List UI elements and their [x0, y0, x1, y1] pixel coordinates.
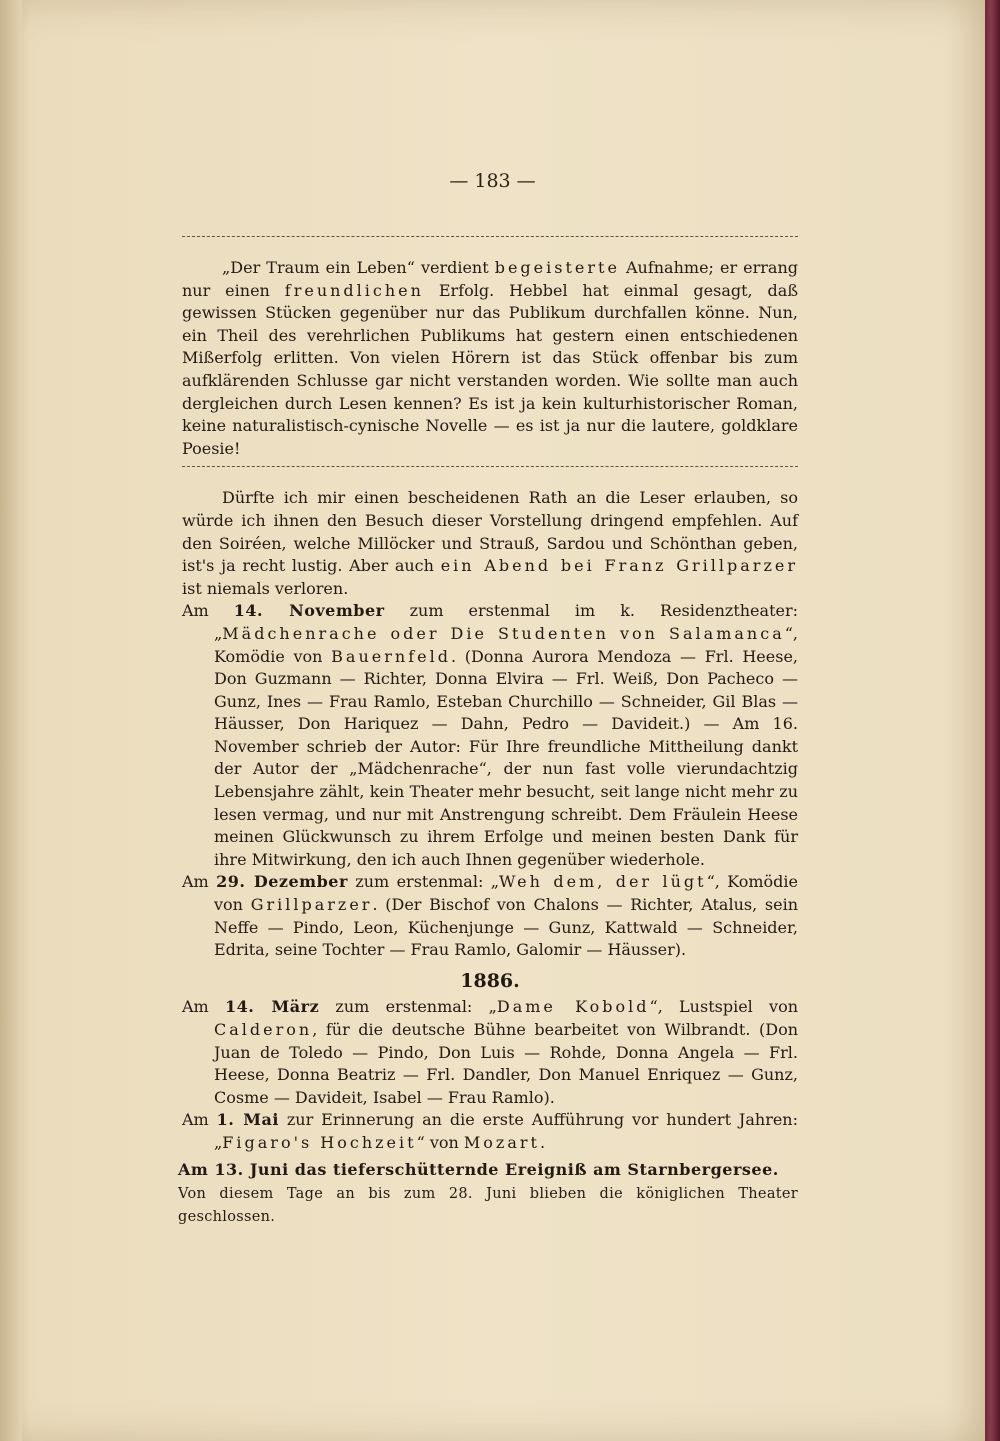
entry-date: 1. Mai	[216, 1110, 279, 1130]
text-run: zum erstenmal: „	[347, 872, 500, 892]
play-author: Bauernfeld	[331, 646, 451, 666]
text-run: “, Komödie von	[214, 872, 799, 915]
text-run: ist niemals verloren.	[182, 578, 349, 598]
closing-note: Von diesem Tage an bis zum 28. Juni blieben die königlichen Theater geschlossen.	[178, 1186, 798, 1225]
spaced-emphasis: ein Abend bei Franz Grillparzer	[440, 556, 799, 576]
text-run: Dürfte ich mir einen bescheidenen Rath an die Leser erlauben, so würde ich ihnen den Besuch dieser Vorstellung dringend empfehlen. Auf den Soiréen, welche Millöcker und Strauß, Sardou und Schönthan geben, ist's ja recht lustig. Aber auch	[182, 488, 798, 576]
entry-date: 14. November	[233, 601, 385, 621]
spaced-emphasis: freundlichen	[284, 280, 424, 300]
performance-entry-november	[182, 600, 798, 871]
performance-entry-december	[182, 871, 798, 961]
entry-date: 14. März	[224, 997, 320, 1017]
text-run: “, Komödie von	[214, 623, 798, 666]
play-title: Weh dem, der lügt	[499, 872, 707, 892]
spaced-emphasis: begeisterte	[494, 258, 620, 277]
page-body	[178, 230, 799, 1228]
text-run: zum erstenmal im k. Residenztheater: „	[214, 601, 799, 643]
entry-prefix: Am	[182, 601, 234, 621]
section-divider	[182, 236, 798, 251]
play-title: Figaro's Hochzeit	[222, 1132, 417, 1152]
page-gutter	[0, 0, 22, 1441]
text-run: zur Erinnerung an die erste Aufführung vor hundert Jahren: „	[214, 1110, 799, 1152]
text-run: Aufnahme; er errang nur einen	[182, 258, 798, 300]
play-author: Grillparzer	[250, 895, 373, 915]
cast-and-notes: . (Donna Aurora Mendoza — Frl. Heese, Don Guzmann — Richter, Donna Elvira — Frl. Weiß, Don Pacheco — Gunz, Ines — Frau Ramlo, Esteban Churchillo — Schneider, Gil Blas — Häusser, Don Hariquez — Dahn, Pedro — Davideit.) — Am 16. November schrieb der Autor: Für Ihre freundliche Mittheilung dankt der Autor der „Mädchenrache“, der nun fast volle vierundachtzig Lebensjahre zählt, kein Theater mehr besucht, seit lange nicht mehr zu lesen vermag, und nur mit Anstrengung schreibt. Dem Fräulein Heese meinen Glückwunsch zu ihrem Erfolge und meinen besten Dank für ihre Mitwirkung, den ich auch Ihnen gegenüber wiederhole.	[214, 646, 799, 869]
text-run: zum erstenmal: „	[319, 997, 497, 1017]
cast-and-notes: . (Der Bischof von Chalons — Richter, Atalus, sein Neffe — Pindo, Leon, Küchenjunge — Gunz, Kattwald — Schneider, Edrita, seine Tochter — Frau Ramlo, Galomir — Häusser).	[214, 895, 799, 960]
text-run: .	[539, 1132, 546, 1152]
recommendation-paragraph	[182, 487, 798, 600]
year-heading: 1886.	[460, 969, 520, 992]
play-author: Calderon	[214, 1020, 313, 1039]
performance-entry-march	[182, 996, 798, 1109]
entry-prefix: Am	[182, 997, 225, 1017]
cast-and-notes: , für die deutsche Bühne bearbeitet von Wilbrandt. (Don Juan de Toledo — Pindo, Don Luis — Rohde, Donna Angela — Frl. Heese, Donna Beatriz — Frl. Dandler, Don Manuel Enriquez — Gunz, Cosme — Davideit, Isabel — Frau Ramlo).	[214, 1020, 798, 1107]
entry-date: 29. Dezember	[216, 872, 348, 892]
text-run: “ von	[416, 1132, 464, 1152]
performance-entry-may	[182, 1109, 798, 1154]
play-title: Mädchenrache oder Die Studenten von Salamanca	[222, 623, 785, 643]
page-number: — 183 —	[449, 170, 536, 192]
text-run: Erfolg. Hebbel hat einmal gesagt, daß gewissen Stücken gegenüber nur das Publikum durchfallen könne. Nun, ein Theil des verehrlichen Publikums hat gestern einen entschiedenen Mißerfolg erlitten. Von vielen Hörern ist das Stück offenbar bis zum aufklärenden Schlusse gar nicht verstanden worden. Wie sollte man auch dergleichen durch Lesen kennen? Es ist ja kein kulturhistorischer Roman, keine naturalistisch-cynische Novelle — es ist ja nur die lautere, goldklare Poesie!	[182, 280, 799, 458]
text-run: „Der Traum ein Leben“ verdient	[222, 258, 495, 277]
entry-prefix: Am	[182, 1110, 217, 1130]
closing-heading: Am 13. Juni das tieferschütternde Ereigniß am Starnbergersee.	[178, 1159, 779, 1179]
quote-paragraph	[182, 257, 798, 460]
play-title: Dame Kobold	[496, 997, 650, 1017]
entry-prefix: Am	[182, 872, 217, 892]
play-author: Mozart	[463, 1132, 540, 1152]
book-cover-edge	[985, 0, 1000, 1441]
text-run: “, Lustspiel von	[649, 997, 799, 1017]
section-divider	[182, 466, 798, 481]
